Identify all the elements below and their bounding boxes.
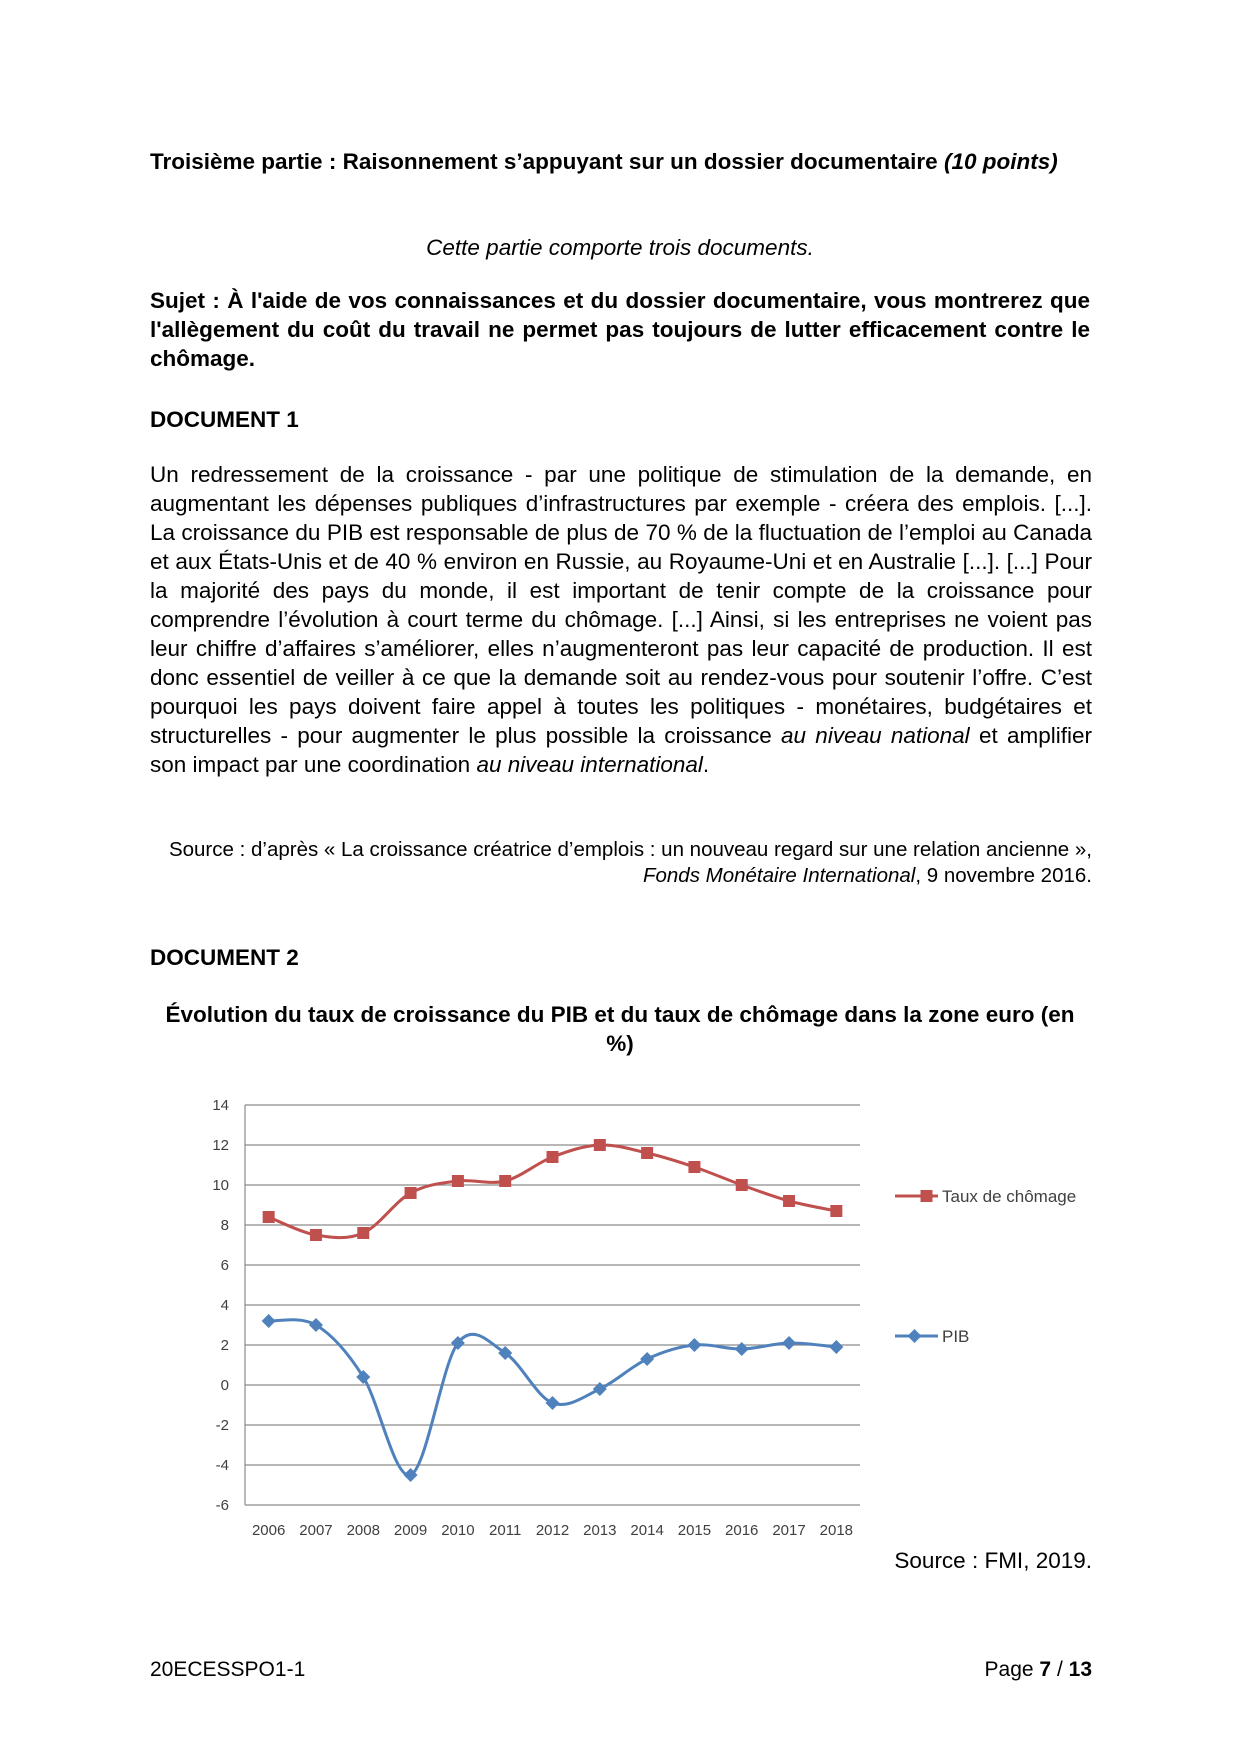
x-tick-label: 2009 [393,1522,428,1539]
doc1-heading: DOCUMENT 1 [150,407,299,432]
data-point-pib [735,1342,749,1356]
subject-text: Sujet : À l'aide de vos connaissances et du dossier documentaire, vous montrerez que l'allègement du coût du travail ne permet pas toujours de lutter efficacement contre le chômage. [150,288,1090,371]
x-tick-label: 2008 [346,1522,380,1539]
page-label: Page [984,1658,1034,1681]
legend-label-pib: PIB [942,1327,970,1346]
legend-marker-pib [908,1329,922,1343]
data-point-taux-de-ch-mage [736,1179,748,1191]
data-point-taux-de-ch-mage [499,1175,511,1187]
data-point-taux-de-ch-mage [783,1195,795,1207]
doc1-source-c: , 9 novembre 2016. [915,864,1092,887]
x-tick-label: 2017 [772,1522,806,1539]
doc1-text-b: au niveau national [781,723,970,748]
y-tick-label: -6 [215,1497,229,1514]
page-total: 13 [1068,1658,1092,1681]
data-point-taux-de-ch-mage [357,1227,369,1239]
y-tick-label: -4 [215,1457,229,1474]
intro-text: Cette partie comporte trois documents. [426,235,814,260]
doc1-source-b: Fonds Monétaire International [642,864,916,887]
line-chart [150,1080,1110,1560]
part-points: (10 points) [943,149,1058,174]
x-tick-label: 2007 [299,1522,333,1539]
doc1-text-d: au niveau international [476,752,703,777]
data-point-taux-de-ch-mage [688,1161,700,1173]
x-tick-label: 2016 [725,1522,759,1539]
data-point-taux-de-ch-mage [452,1175,464,1187]
x-tick-label: 2006 [251,1522,286,1539]
y-tick-label: 6 [220,1257,229,1274]
doc1-text [150,460,1092,779]
chart-title: Évolution du taux de croissance du PIB et du taux de chômage dans la zone euro (en %) [165,1002,1075,1056]
page-sep: / [1056,1658,1063,1681]
data-point-pib [782,1336,796,1350]
y-tick-label: -2 [215,1417,229,1434]
footer-code: 20ECESSPO1-1 [150,1658,306,1681]
y-tick-label: 2 [220,1337,229,1354]
doc2-source: Source : FMI, 2019. [894,1548,1092,1573]
x-tick-label: 2012 [535,1522,570,1539]
doc1-text-a: Un redressement de la croissance - par une politique de stimulation de la demande, en augmentant les dépenses publiques d’infrastructures par exemple - créera des emplois. [...]. La croissance du PIB est responsable de plus de 70 % de la fluctuation de l’emploi au Canada et aux États-Unis et de 40 % environ en Russie, au Royaume-Uni et en Australie [...]. [...] Pour la majorité des pays du monde, il est important de tenir compte de la croissance pour comprendre l’évolution à court terme du chômage. [...] Ainsi, si les entreprises ne voient pas leur chiffre d’affaires s’améliorer, elles n’augmenteront pas leur capacité de production. Il est donc essentiel de veiller à ce que la demande soit au rendez-vous pour soutenir l’offre. C’est pourquoi les pays doivent faire appel à toutes les politiques - monétaires, budgétaires et structurelles - pour augmenter le plus possible la croissance [150,462,1092,748]
y-tick-label: 8 [220,1217,229,1234]
y-tick-label: 4 [220,1297,229,1314]
y-tick-label: 10 [212,1177,229,1194]
doc1-text-e: . [702,752,710,777]
data-point-pib [546,1396,560,1410]
data-point-pib [262,1314,276,1328]
y-tick-label: 12 [212,1137,229,1154]
data-point-taux-de-ch-mage [405,1187,417,1199]
x-tick-label: 2013 [583,1522,617,1539]
data-point-taux-de-ch-mage [641,1147,653,1159]
doc1-text-c: et amplifier son impact par une coordination [150,723,1092,777]
y-tick-label: 0 [220,1377,229,1394]
data-point-pib [593,1382,607,1396]
page-current: 7 [1039,1658,1052,1681]
data-point-pib [829,1340,843,1354]
doc2-heading: DOCUMENT 2 [150,945,299,970]
x-tick-label: 2015 [677,1522,712,1539]
x-tick-label: 2010 [441,1522,475,1539]
part-title-text: Troisième partie : Raisonnement s’appuyant sur un dossier documentaire [150,149,938,174]
legend-marker-taux-de-ch-mage [921,1190,933,1202]
x-tick-label: 2011 [489,1522,522,1539]
part-title [150,147,1090,176]
legend-label-taux-de-ch-mage: Taux de chômage [942,1187,1077,1206]
doc1-source-a: Source : d’après « La croissance créatrice d’emplois : un nouveau regard sur une relation ancienne », [168,838,1092,861]
data-point-taux-de-ch-mage [547,1151,559,1163]
doc1-source [150,837,1092,889]
data-point-taux-de-ch-mage [594,1139,606,1151]
footer-page [850,1656,1092,1683]
x-tick-label: 2018 [819,1522,854,1539]
x-tick-label: 2014 [630,1522,664,1539]
data-point-taux-de-ch-mage [830,1205,842,1217]
data-point-pib [640,1352,654,1366]
data-point-taux-de-ch-mage [263,1211,275,1223]
data-point-pib [687,1338,701,1352]
data-point-taux-de-ch-mage [310,1229,322,1241]
y-tick-label: 14 [212,1097,229,1114]
